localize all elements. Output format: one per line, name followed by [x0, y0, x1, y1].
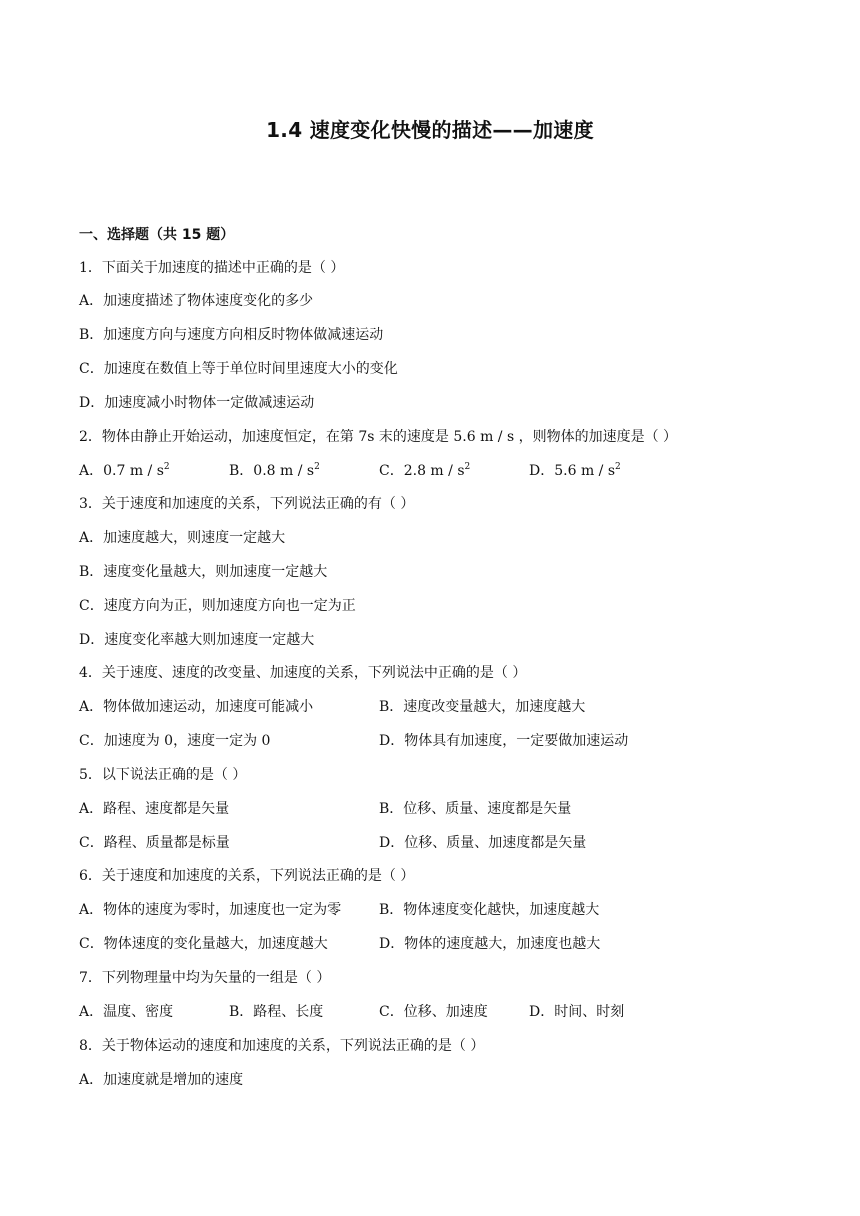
question-1-option-b: B．加速度方向与速度方向相反时物体做减速运动	[79, 327, 384, 343]
question-3-option-b: B．速度变化量越大，则加速度一定越大	[79, 564, 328, 580]
question-1-option-d: D．加速度减小时物体一定做减速运动	[79, 395, 315, 411]
question-4-option-c: C．加速度为 0，速度一定为 0	[79, 733, 271, 749]
question-2-option-c: C．2.8 m / $s^2$	[379, 462, 471, 479]
question-7-option-b: B．路程、长度	[229, 1004, 324, 1020]
question-8-stem: 8．关于物体运动的速度和加速度的关系，下列说法正确的是（ ）	[79, 1038, 485, 1054]
question-2-stem: 2．物体由静止开始运动，加速度恒定，在第 7s 末的速度是 5.6 m / s ，则物体的加速度是（ ）	[79, 429, 678, 445]
question-1-option-c: C．加速度在数值上等于单位时间里速度大小的变化	[79, 361, 398, 377]
question-4-option-d: D．物体具有加速度，一定要做加速运动	[379, 733, 629, 749]
question-5-option-d: D．位移、质量、加速度都是矢量	[379, 835, 587, 851]
question-3-option-a: A．加速度越大，则速度一定越大	[79, 530, 286, 546]
question-4-stem: 4．关于速度、速度的改变量、加速度的关系，下列说法中正确的是（ ）	[79, 665, 527, 681]
question-7-stem: 7．下列物理量中均为矢量的一组是（ ）	[79, 970, 331, 986]
question-3-option-c: C．速度方向为正，则加速度方向也一定为正	[79, 598, 356, 614]
question-8-option-a: A．加速度就是增加的速度	[79, 1072, 244, 1088]
question-6-option-b: B．物体速度变化越快，加速度越大	[379, 902, 600, 918]
question-6-stem: 6．关于速度和加速度的关系，下列说法正确的是（ ）	[79, 868, 415, 884]
question-5-option-c: C．路程、质量都是标量	[79, 835, 230, 851]
question-7-option-d: D．时间、时刻	[529, 1004, 625, 1020]
question-6-option-d: D．物体的速度越大，加速度也越大	[379, 936, 601, 952]
question-2-option-a: A．0.7 m / $s^2$	[79, 462, 170, 479]
question-4-option-a: A．物体做加速运动，加速度可能减小	[79, 699, 314, 715]
section-heading: 一、选择题（共 15 题）	[79, 227, 235, 243]
question-4-option-b: B．速度改变量越大，加速度越大	[379, 699, 586, 715]
question-3-option-d: D．速度变化率越大则加速度一定越大	[79, 632, 315, 648]
question-5-stem: 5．以下说法正确的是（ ）	[79, 767, 247, 783]
question-2-option-b: B．0.8 m / $s^2$	[229, 462, 320, 479]
question-3-stem: 3．关于速度和加速度的关系，下列说法正确的有（ ）	[79, 496, 415, 512]
question-5-option-b: B．位移、质量、速度都是矢量	[379, 801, 572, 817]
question-2-option-d: D．5.6 m / $s^2$	[529, 462, 621, 479]
question-6-option-c: C．物体速度的变化量越大，加速度越大	[79, 936, 328, 952]
question-5-option-a: A．路程、速度都是矢量	[79, 801, 230, 817]
document-title: 1.4 速度变化快慢的描述——加速度	[266, 118, 594, 142]
question-1-option-a: A．加速度描述了物体速度变化的多少	[79, 293, 314, 309]
question-7-option-c: C．位移、加速度	[379, 1004, 488, 1020]
question-1-stem: 1．下面关于加速度的描述中正确的是（ ）	[79, 260, 345, 276]
question-7-option-a: A．温度、密度	[79, 1004, 174, 1020]
question-6-option-a: A．物体的速度为零时，加速度也一定为零	[79, 902, 342, 918]
